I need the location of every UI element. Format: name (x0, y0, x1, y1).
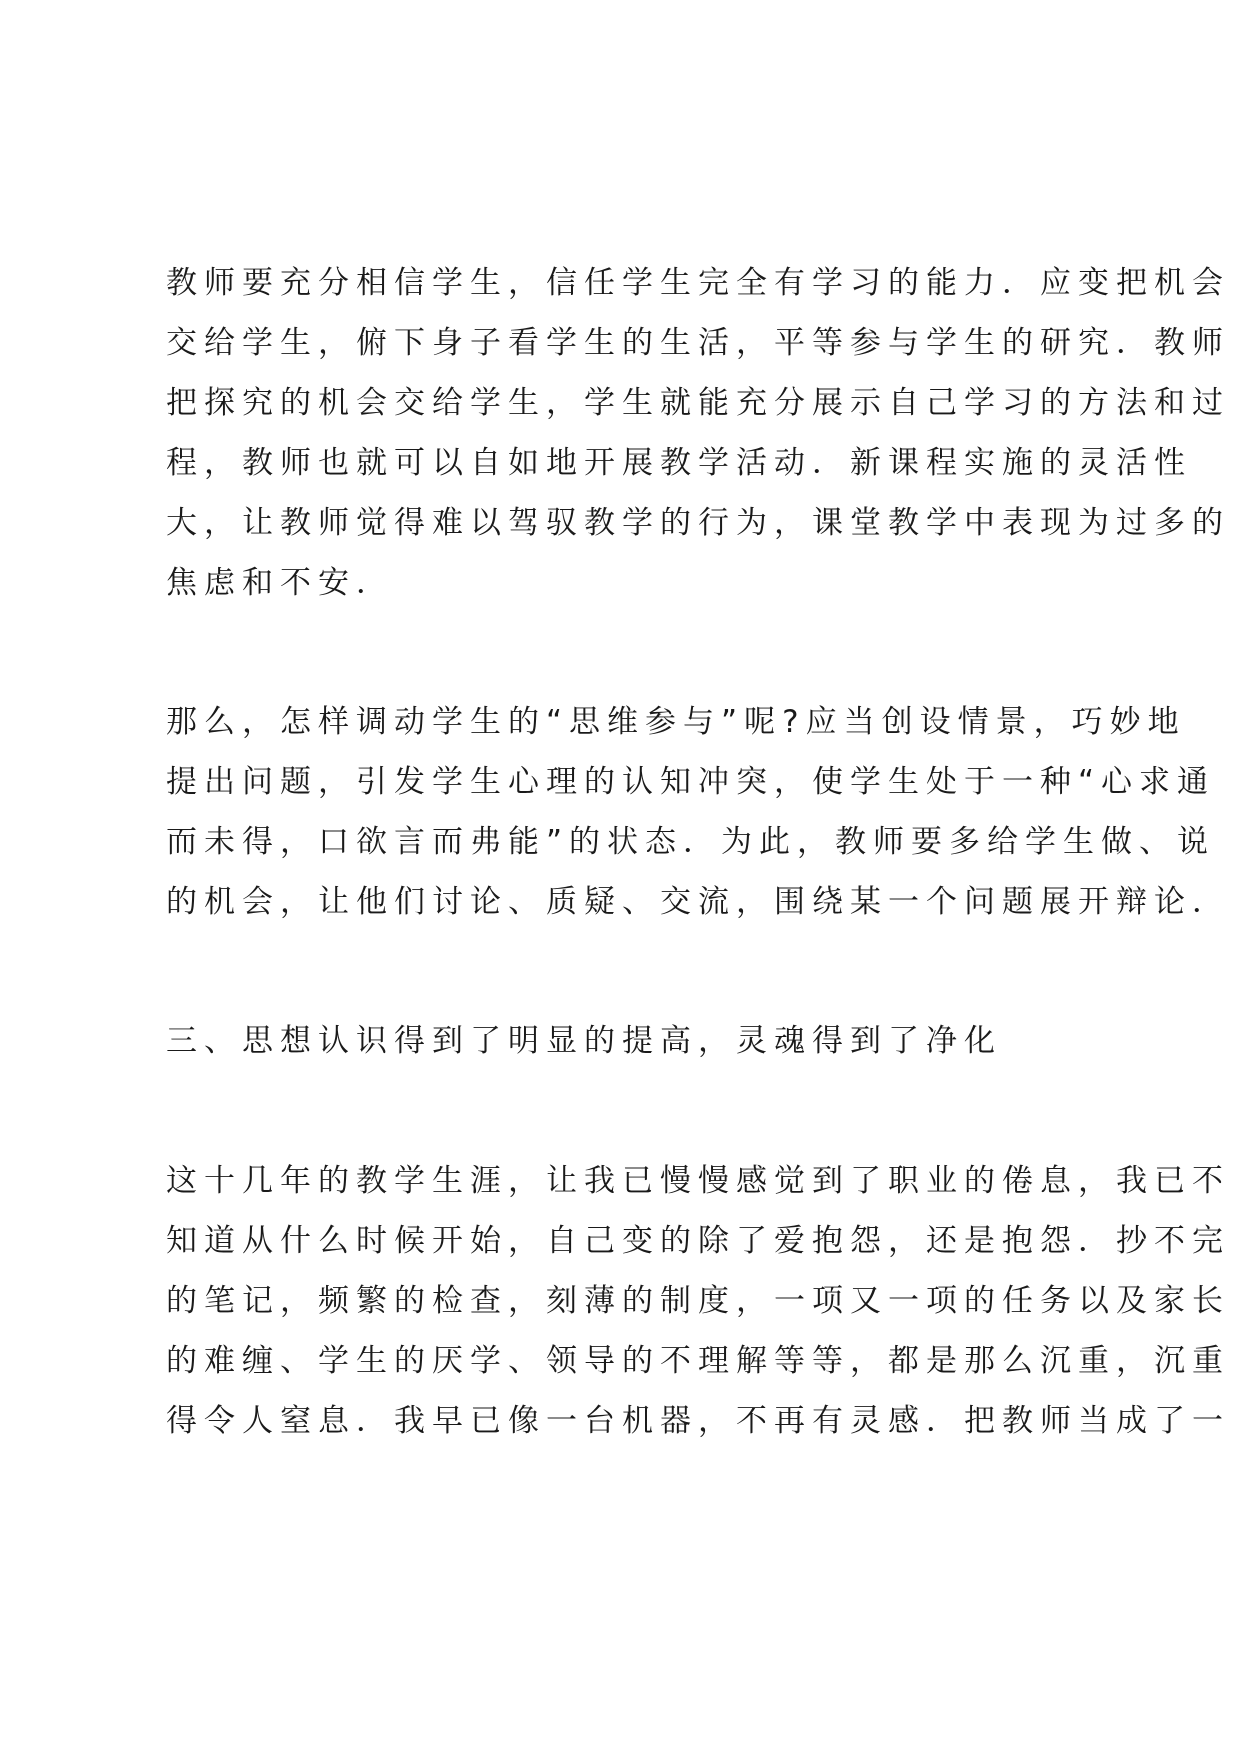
text-line: 焦虑和不安． (166, 565, 394, 601)
text-line: 交给学生，俯下身子看学生的生活，平等参与学生的研究．教师 (166, 325, 1230, 361)
section-heading: 三、思想认识得到了明显的提高，灵魂得到了净化 (166, 1023, 1002, 1059)
text-line: 大，让教师觉得难以驾驭教学的行为，课堂教学中表现为过多的 (166, 505, 1230, 541)
text-line: 教师要充分相信学生，信任学生完全有学习的能力．应变把机会 (166, 265, 1230, 301)
text-line: 的笔记，频繁的检查，刻薄的制度，一项又一项的任务以及家长 (166, 1283, 1230, 1319)
text-line: 把探究的机会交给学生，学生就能充分展示自己学习的方法和过 (166, 385, 1230, 421)
text-line: 程，教师也就可以自如地开展教学活动．新课程实施的灵活性 (166, 445, 1192, 481)
text-line: 的机会，让他们讨论、质疑、交流，围绕某一个问题展开辩论． (166, 884, 1230, 920)
text-line: 得令人窒息．我早已像一台机器，不再有灵感．把教师当成了一 (166, 1403, 1230, 1439)
text-line: 提出问题，引发学生心理的认知冲突，使学生处于一种“心求通 (166, 764, 1216, 800)
text-line: 那么，怎样调动学生的“思维参与”呢?应当创设情景，巧妙地 (166, 704, 1186, 740)
text-line: 的难缠、学生的厌学、领导的不理解等等，都是那么沉重，沉重 (166, 1343, 1230, 1379)
text-line: 这十几年的教学生涯，让我已慢慢感觉到了职业的倦息，我已不 (166, 1163, 1230, 1199)
text-line: 知道从什么时候开始，自己变的除了爱抱怨，还是抱怨．抄不完 (166, 1223, 1230, 1259)
text-line: 而未得，口欲言而弗能”的状态．为此，教师要多给学生做、说 (166, 824, 1216, 860)
